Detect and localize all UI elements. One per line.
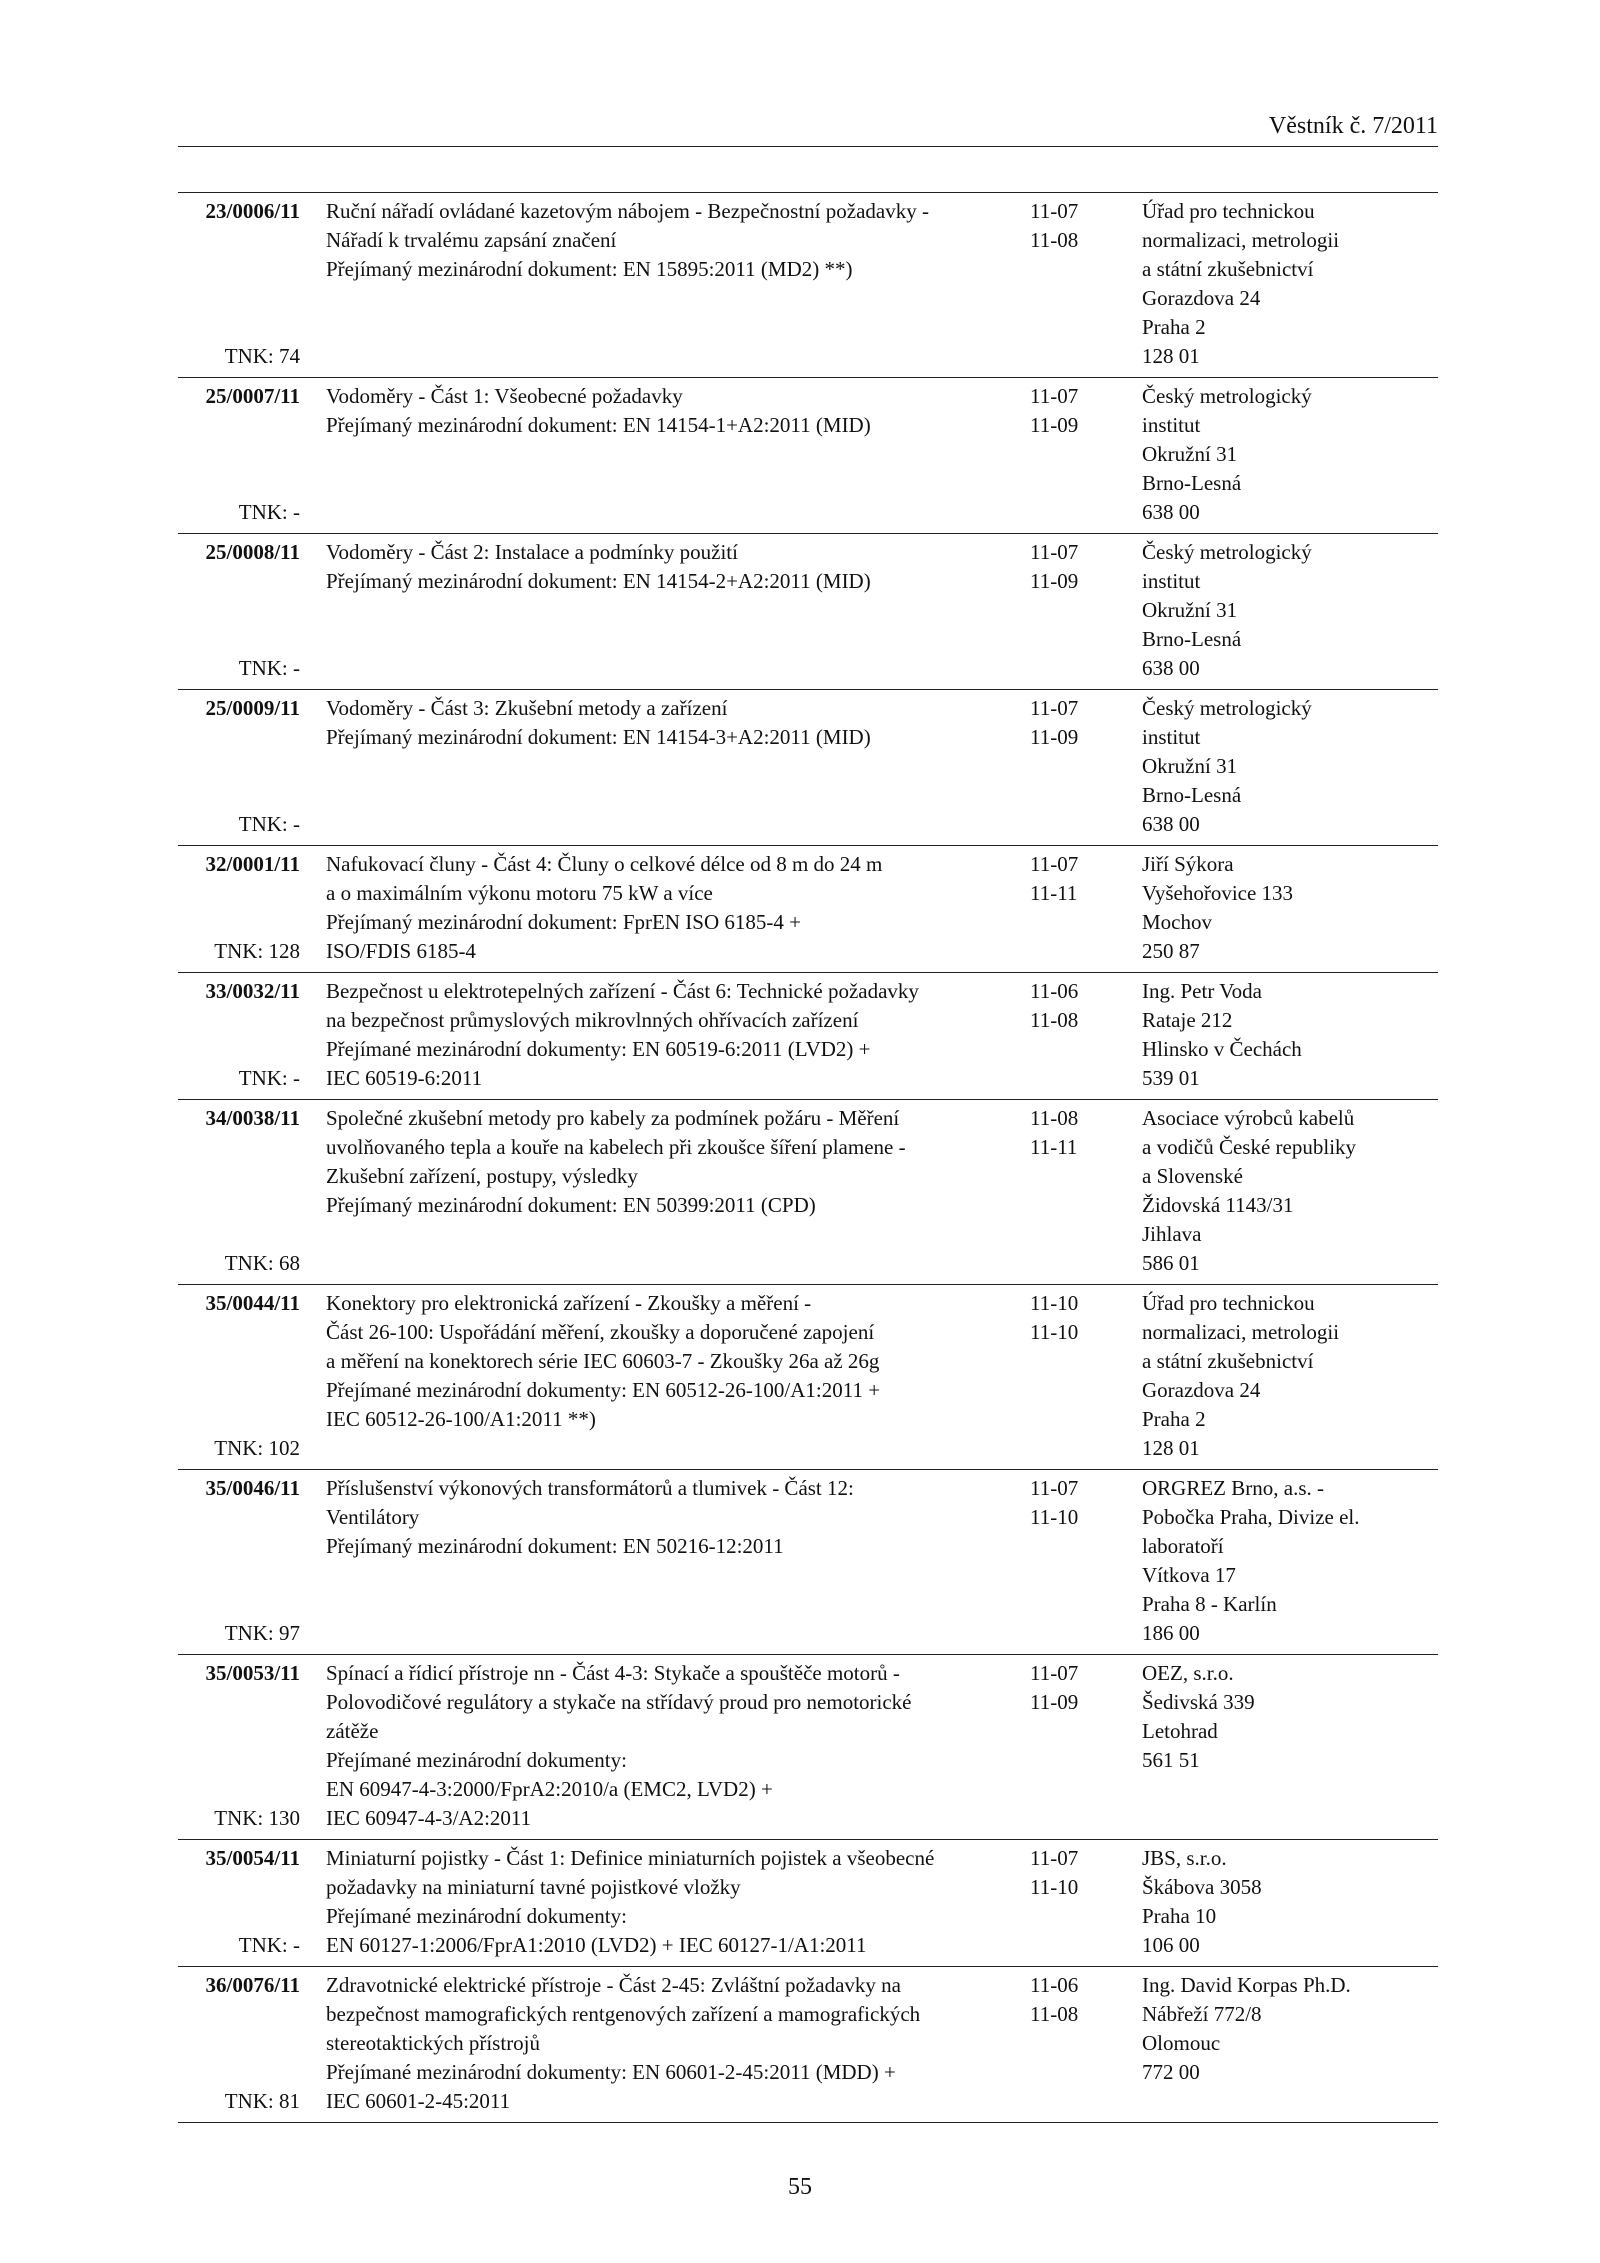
entry-organization-cell <box>1142 1659 1438 1833</box>
entry-title-cell <box>304 538 1028 683</box>
entry-title-line: Přejímaný mezinárodní dokument: EN 50216-12:2011 <box>326 1534 784 1558</box>
entry-organization-line: Židovská 1143/31 <box>1142 1193 1294 1217</box>
entry-organization-line: Úřad pro technickou <box>1142 1291 1315 1315</box>
entry-tnk: TNK: 68 <box>224 1251 300 1275</box>
entry-organization-line: 638 00 <box>1142 500 1200 524</box>
entry-organization-line: institut <box>1142 569 1201 593</box>
entry-organization-line: Asociace výrobců kabelů <box>1142 1106 1355 1130</box>
standard-entry <box>178 846 1438 973</box>
entry-organization-line: Pobočka Praha, Divize el. <box>1142 1505 1360 1529</box>
entry-dates-cell <box>1028 197 1142 371</box>
entry-id-cell <box>178 1104 304 1278</box>
entry-organization-line: institut <box>1142 413 1201 437</box>
entry-id-cell <box>178 850 304 966</box>
entry-organization-line: Šedivská 339 <box>1142 1690 1255 1714</box>
entry-date: 11-07 <box>1030 1476 1079 1500</box>
entry-title-line: Přejímaný mezinárodní dokument: EN 14154-2+A2:2011 (MID) <box>326 569 871 593</box>
entry-dates-cell <box>1028 1474 1142 1648</box>
entry-title-line: Konektory pro elektronická zařízení - Zkoušky a měření - <box>326 1291 812 1315</box>
entry-organization-line: Český metrologický <box>1142 384 1312 408</box>
entry-dates-cell <box>1028 977 1142 1093</box>
entry-organization-line: Škábova 3058 <box>1142 1875 1262 1899</box>
entry-title-line: požadavky na miniaturní tavné pojistkové vložky <box>326 1875 741 1899</box>
entry-number: 36/0076/11 <box>205 1973 300 1997</box>
entry-organization-cell <box>1142 1474 1438 1648</box>
entry-tnk: TNK: 74 <box>224 344 300 368</box>
entry-id-cell <box>178 1844 304 1960</box>
entry-organization-line: Okružní 31 <box>1142 754 1238 778</box>
entry-organization-line: 250 87 <box>1142 939 1200 963</box>
entry-title-cell <box>304 382 1028 527</box>
entry-organization-line: laboratoří <box>1142 1534 1224 1558</box>
entry-date: 11-07 <box>1030 199 1079 223</box>
entry-date: 11-09 <box>1030 725 1079 749</box>
entry-title-line: IEC 60947-4-3/A2:2011 <box>326 1806 532 1830</box>
entry-number: 23/0006/11 <box>205 199 300 223</box>
entry-organization-cell <box>1142 382 1438 527</box>
entry-organization-line: 561 51 <box>1142 1748 1200 1772</box>
entry-date: 11-09 <box>1030 569 1079 593</box>
entry-number: 32/0001/11 <box>205 852 300 876</box>
standard-entry <box>178 534 1438 690</box>
entry-date: 11-08 <box>1030 1008 1079 1032</box>
entry-date: 11-07 <box>1030 1661 1079 1685</box>
entry-title-line: stereotaktických přístrojů <box>326 2031 541 2055</box>
entry-dates-cell <box>1028 1104 1142 1278</box>
entry-date: 11-06 <box>1030 979 1079 1003</box>
entry-organization-cell <box>1142 1971 1438 2116</box>
entry-tnk: TNK: 97 <box>224 1621 300 1645</box>
entry-title-line: Přejímaný mezinárodní dokument: EN 50399:2011 (CPD) <box>326 1193 816 1217</box>
entry-title-line: Přejímané mezinárodní dokumenty: <box>326 1748 627 1772</box>
entry-title-line: Spínací a řídicí přístroje nn - Část 4-3: Stykače a spouštěče motorů - <box>326 1661 900 1685</box>
entry-dates-cell <box>1028 1289 1142 1463</box>
entry-organization-line: Český metrologický <box>1142 696 1312 720</box>
entry-title-cell <box>304 977 1028 1093</box>
entry-id-cell <box>178 694 304 839</box>
entry-dates-cell <box>1028 694 1142 839</box>
entry-dates-cell <box>1028 1659 1142 1833</box>
entry-title-cell <box>304 850 1028 966</box>
entry-number: 35/0044/11 <box>205 1291 300 1315</box>
entry-title-line: Přejímaný mezinárodní dokument: EN 14154-1+A2:2011 (MID) <box>326 413 871 437</box>
standard-entry <box>178 973 1438 1100</box>
entry-tnk: TNK: - <box>238 656 300 680</box>
header-rule <box>178 146 1438 147</box>
entry-title-line: Ruční nářadí ovládané kazetovým nábojem - Bezpečnostní požadavky - <box>326 199 929 223</box>
standard-entry <box>178 1967 1438 2123</box>
standard-entry <box>178 1655 1438 1840</box>
standards-table <box>178 192 1438 2123</box>
standard-entry <box>178 192 1438 378</box>
entry-title-line: Příslušenství výkonových transformátorů a tlumivek - Část 12: <box>326 1476 854 1500</box>
entry-number: 33/0032/11 <box>205 979 300 1003</box>
entry-tnk: TNK: - <box>238 812 300 836</box>
entry-title-line: IEC 60512-26-100/A1:2011 **) <box>326 1407 596 1431</box>
entry-date: 11-07 <box>1030 1846 1079 1870</box>
standard-entry <box>178 690 1438 846</box>
entry-number: 34/0038/11 <box>205 1106 300 1130</box>
entry-title-line: Přejímané mezinárodní dokumenty: <box>326 1904 627 1928</box>
entry-date: 11-09 <box>1030 413 1079 437</box>
entry-organization-line: Jihlava <box>1142 1222 1202 1246</box>
entry-dates-cell <box>1028 850 1142 966</box>
entry-title-line: Zkušební zařízení, postupy, výsledky <box>326 1164 638 1188</box>
entry-title-line: Nářadí k trvalému zapsání značení <box>326 228 617 252</box>
entry-organization-line: Nábřeží 772/8 <box>1142 2002 1262 2026</box>
entry-organization-line: Praha 2 <box>1142 1407 1206 1431</box>
entry-organization-line: Gorazdova 24 <box>1142 1378 1261 1402</box>
entry-title-line: Vodoměry - Část 2: Instalace a podmínky použití <box>326 540 738 564</box>
entry-id-cell <box>178 1971 304 2116</box>
entry-title-cell <box>304 1289 1028 1463</box>
entry-organization-line: ORGREZ Brno, a.s. - <box>1142 1476 1324 1500</box>
entry-title-cell <box>304 1971 1028 2116</box>
entry-organization-line: Letohrad <box>1142 1719 1218 1743</box>
entry-date: 11-07 <box>1030 852 1079 876</box>
entry-title-line: Přejímané mezinárodní dokumenty: EN 60601-2-45:2011 (MDD) + <box>326 2060 896 2084</box>
entry-title-line: IEC 60519-6:2011 <box>326 1066 483 1090</box>
entry-organization-line: 106 00 <box>1142 1933 1200 1957</box>
entry-tnk: TNK: 81 <box>224 2089 300 2113</box>
entry-id-cell <box>178 977 304 1093</box>
entry-id-cell <box>178 382 304 527</box>
entry-title-line: bezpečnost mamografických rentgenových zařízení a mamografických <box>326 2002 921 2026</box>
entry-title-cell <box>304 1104 1028 1278</box>
entry-organization-line: Český metrologický <box>1142 540 1312 564</box>
entry-date: 11-06 <box>1030 1973 1079 1997</box>
entry-title-cell <box>304 197 1028 371</box>
entry-title-line: Nafukovací čluny - Část 4: Čluny o celkové délce od 8 m do 24 m <box>326 852 883 876</box>
journal-header: Věstník č. 7/2011 <box>1268 113 1438 139</box>
entry-tnk: TNK: - <box>238 500 300 524</box>
entry-number: 35/0053/11 <box>205 1661 300 1685</box>
entry-organization-line: Brno-Lesná <box>1142 783 1242 807</box>
entry-title-cell <box>304 694 1028 839</box>
entry-date: 11-09 <box>1030 1690 1079 1714</box>
entry-organization-cell <box>1142 850 1438 966</box>
entry-id-cell <box>178 1289 304 1463</box>
entry-organization-line: 539 01 <box>1142 1066 1200 1090</box>
entry-dates-cell <box>1028 1971 1142 2116</box>
entry-organization-line: 638 00 <box>1142 656 1200 680</box>
entry-organization-line: JBS, s.r.o. <box>1142 1846 1227 1870</box>
entry-organization-line: Olomouc <box>1142 2031 1221 2055</box>
entry-title-line: Přejímaný mezinárodní dokument: EN 14154-3+A2:2011 (MID) <box>326 725 871 749</box>
entry-title-line: Vodoměry - Část 1: Všeobecné požadavky <box>326 384 683 408</box>
entry-organization-line: Praha 2 <box>1142 315 1206 339</box>
entry-title-line: Miniaturní pojistky - Část 1: Definice miniaturních pojistek a všeobecné <box>326 1846 935 1870</box>
entry-tnk: TNK: 130 <box>214 1806 300 1830</box>
entry-organization-line: Ing. Petr Voda <box>1142 979 1262 1003</box>
entry-number: 25/0008/11 <box>205 540 300 564</box>
entry-number: 35/0054/11 <box>205 1846 300 1870</box>
entry-id-cell <box>178 1474 304 1648</box>
entry-tnk: TNK: - <box>238 1933 300 1957</box>
entry-organization-line: Praha 10 <box>1142 1904 1217 1928</box>
entry-id-cell <box>178 538 304 683</box>
entry-tnk: TNK: 128 <box>214 939 300 963</box>
entry-title-line: Přejímaný mezinárodní dokument: FprEN ISO 6185-4 + <box>326 910 801 934</box>
entry-organization-line: Hlinsko v Čechách <box>1142 1037 1302 1061</box>
entry-title-line: Část 26-100: Uspořádání měření, zkoušky a doporučené zapojení <box>326 1320 875 1344</box>
entry-title-line: a o maximálním výkonu motoru 75 kW a více <box>326 881 713 905</box>
entry-title-line: ISO/FDIS 6185-4 <box>326 939 476 963</box>
entry-title-line: Vodoměry - Část 3: Zkušební metody a zařízení <box>326 696 728 720</box>
entry-date: 11-10 <box>1030 1320 1079 1344</box>
entry-id-cell <box>178 197 304 371</box>
entry-organization-line: Vyšehořovice 133 <box>1142 881 1294 905</box>
page-number: 55 <box>788 2174 812 2200</box>
entry-organization-line: Úřad pro technickou <box>1142 199 1315 223</box>
entry-organization-line: Vítkova 17 <box>1142 1563 1236 1587</box>
entry-title-line: EN 60947-4-3:2000/FprA2:2010/a (EMC2, LVD2) + <box>326 1777 773 1801</box>
entry-number: 35/0046/11 <box>205 1476 300 1500</box>
entry-title-line: Přejímané mezinárodní dokumenty: EN 60519-6:2011 (LVD2) + <box>326 1037 871 1061</box>
entry-organization-line: 128 01 <box>1142 344 1200 368</box>
entry-organization-cell <box>1142 694 1438 839</box>
entry-organization-line: Praha 8 - Karlín <box>1142 1592 1277 1616</box>
entry-number: 25/0007/11 <box>205 384 300 408</box>
entry-organization-cell <box>1142 1104 1438 1278</box>
entry-date: 11-11 <box>1030 881 1078 905</box>
entry-date: 11-10 <box>1030 1291 1079 1315</box>
entry-date: 11-08 <box>1030 1106 1079 1130</box>
entry-organization-line: a vodičů České republiky <box>1142 1135 1357 1159</box>
entry-date: 11-08 <box>1030 228 1079 252</box>
entry-organization-line: Okružní 31 <box>1142 598 1238 622</box>
standard-entry <box>178 1470 1438 1655</box>
entry-organization-line: 128 01 <box>1142 1436 1200 1460</box>
entry-organization-line: Brno-Lesná <box>1142 627 1242 651</box>
entry-organization-line: Ing. David Korpas Ph.D. <box>1142 1973 1351 1997</box>
entry-date: 11-08 <box>1030 2002 1079 2026</box>
entry-title-line: Bezpečnost u elektrotepelných zařízení - Část 6: Technické požadavky <box>326 979 919 1003</box>
entry-organization-line: Rataje 212 <box>1142 1008 1233 1032</box>
entry-title-line: EN 60127-1:2006/FprA1:2010 (LVD2) + IEC 60127-1/A1:2011 <box>326 1933 867 1957</box>
entry-tnk: TNK: - <box>238 1066 300 1090</box>
entry-organization-line: a státní zkušebnictví <box>1142 257 1314 281</box>
entry-number: 25/0009/11 <box>205 696 300 720</box>
entry-organization-line: Brno-Lesná <box>1142 471 1242 495</box>
entry-organization-line: a státní zkušebnictví <box>1142 1349 1314 1373</box>
entry-dates-cell <box>1028 382 1142 527</box>
entry-date: 11-10 <box>1030 1505 1079 1529</box>
entry-title-cell <box>304 1844 1028 1960</box>
entry-organization-cell <box>1142 1289 1438 1463</box>
entry-organization-cell <box>1142 197 1438 371</box>
entry-title-line: Polovodičové regulátory a stykače na střídavý proud pro nemotorické <box>326 1690 912 1714</box>
entry-title-line: IEC 60601-2-45:2011 <box>326 2089 511 2113</box>
entry-title-cell <box>304 1659 1028 1833</box>
entry-date: 11-07 <box>1030 384 1079 408</box>
entry-organization-line: Jiří Sýkora <box>1142 852 1234 876</box>
entry-title-line: Zdravotnické elektrické přístroje - Část 2-45: Zvláštní požadavky na <box>326 1973 901 1997</box>
entry-organization-line: 638 00 <box>1142 812 1200 836</box>
entry-title-line: uvolňovaného tepla a kouře na kabelech při zkoušce šíření plamene - <box>326 1135 906 1159</box>
entry-organization-line: normalizaci, metrologii <box>1142 1320 1340 1344</box>
entry-organization-line: Gorazdova 24 <box>1142 286 1261 310</box>
entry-organization-line: normalizaci, metrologii <box>1142 228 1340 252</box>
entry-date: 11-10 <box>1030 1875 1079 1899</box>
entry-title-cell <box>304 1474 1028 1648</box>
entry-organization-line: Mochov <box>1142 910 1212 934</box>
entry-date: 11-07 <box>1030 696 1079 720</box>
entry-organization-line: Okružní 31 <box>1142 442 1238 466</box>
entry-organization-line: 772 00 <box>1142 2060 1200 2084</box>
entry-title-line: Přejímané mezinárodní dokumenty: EN 60512-26-100/A1:2011 + <box>326 1378 881 1402</box>
entry-dates-cell <box>1028 538 1142 683</box>
standard-entry <box>178 1285 1438 1470</box>
entry-id-cell <box>178 1659 304 1833</box>
entry-organization-cell <box>1142 977 1438 1093</box>
entry-organization-line: 186 00 <box>1142 1621 1200 1645</box>
standard-entry <box>178 378 1438 534</box>
standard-entry <box>178 1840 1438 1967</box>
entry-title-line: Přejímaný mezinárodní dokument: EN 15895:2011 (MD2) **) <box>326 257 853 281</box>
entry-title-line: Společné zkušební metody pro kabely za podmínek požáru - Měření <box>326 1106 900 1130</box>
entry-organization-line: 586 01 <box>1142 1251 1200 1275</box>
entry-organization-cell <box>1142 1844 1438 1960</box>
entry-organization-line: a Slovenské <box>1142 1164 1243 1188</box>
entry-title-line: na bezpečnost průmyslových mikrovlnných ohřívacích zařízení <box>326 1008 859 1032</box>
standard-entry <box>178 1100 1438 1285</box>
entry-dates-cell <box>1028 1844 1142 1960</box>
entry-date: 11-11 <box>1030 1135 1078 1159</box>
entry-title-line: a měření na konektorech série IEC 60603-7 - Zkoušky 26a až 26g <box>326 1349 880 1373</box>
entry-tnk: TNK: 102 <box>214 1436 300 1460</box>
entry-title-line: zátěže <box>326 1719 379 1743</box>
entry-organization-cell <box>1142 538 1438 683</box>
entry-date: 11-07 <box>1030 540 1079 564</box>
entry-organization-line: OEZ, s.r.o. <box>1142 1661 1234 1685</box>
entry-organization-line: institut <box>1142 725 1201 749</box>
entry-title-line: Ventilátory <box>326 1505 420 1529</box>
